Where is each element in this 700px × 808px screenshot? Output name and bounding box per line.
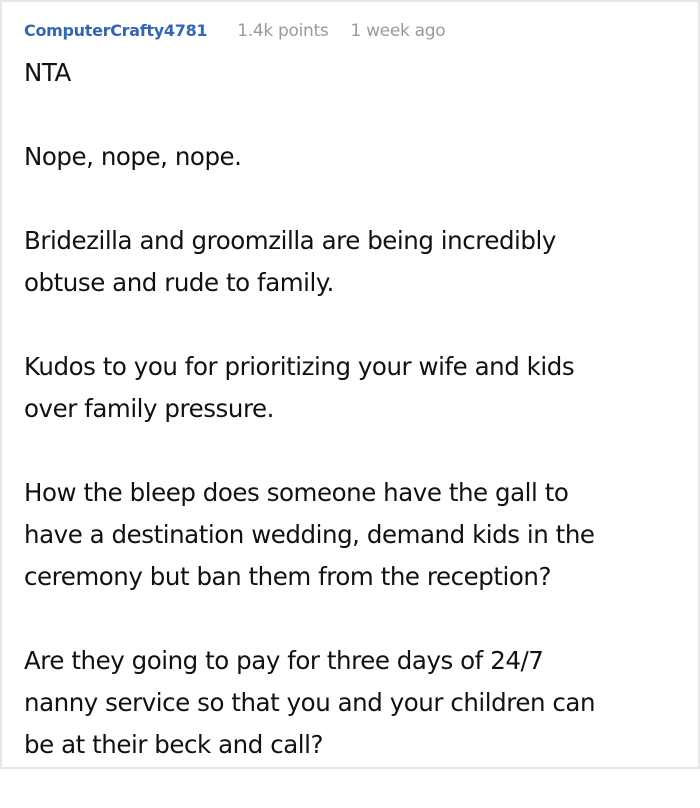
comment-paragraph <box>24 52 688 94</box>
comment-line: NTA <box>24 58 71 87</box>
comment-line: ceremony but ban them from the reception? <box>24 562 552 591</box>
comment-line: be at their beck and call? <box>24 730 324 759</box>
comment-line: Are they going to pay for three days of 24/7 <box>24 646 544 675</box>
comment-paragraph <box>24 472 688 598</box>
comment-line: Nope, nope, nope. <box>24 142 242 171</box>
comment-paragraph <box>24 136 688 178</box>
comment-line: Kudos to you for prioritizing your wife and kids <box>24 352 575 381</box>
comment-line: How the bleep does someone have the gall to <box>24 478 569 507</box>
comment-paragraph <box>24 640 688 766</box>
comment-line: have a destination wedding, demand kids in the <box>24 520 595 549</box>
author-username-link[interactable]: ComputerCrafty4781 <box>24 21 208 40</box>
comment-line: nanny service so that you and your children can <box>24 688 596 717</box>
comment-line: over family pressure. <box>24 394 274 423</box>
comment-timestamp: 1 week ago <box>350 21 446 41</box>
comment-line: obtuse and rude to family. <box>24 268 334 297</box>
comment-paragraph <box>24 346 688 430</box>
comment-line: Bridezilla and groomzilla are being incredibly <box>24 226 556 255</box>
comment-paragraph <box>24 220 688 304</box>
points-count: 1.4k points <box>237 21 329 41</box>
comment-body <box>24 52 688 808</box>
comment-header <box>24 21 445 45</box>
